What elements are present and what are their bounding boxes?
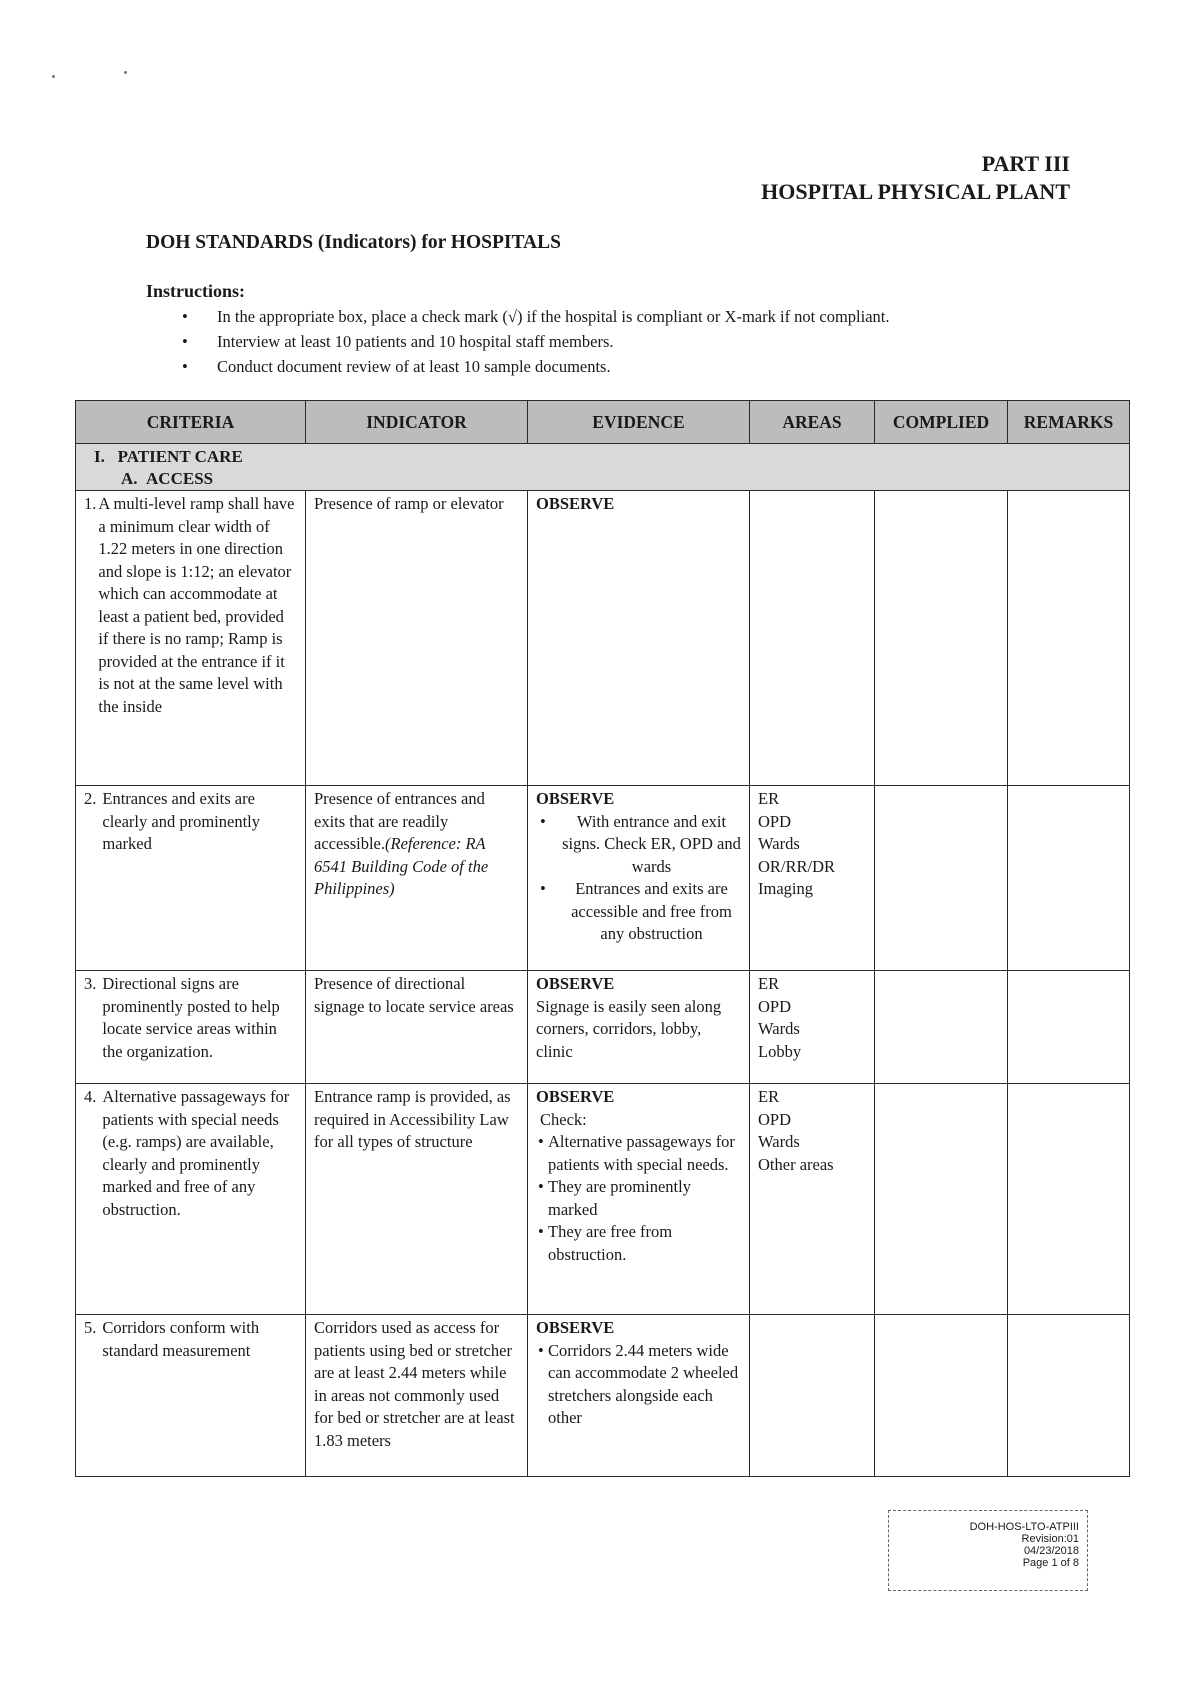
evidence-list <box>536 1340 741 1430</box>
criteria-number: 2. <box>84 789 97 808</box>
area-item: ER <box>758 789 780 808</box>
complied-cell[interactable] <box>875 1084 1008 1315</box>
indicator-cell <box>306 1084 528 1315</box>
subsection-heading <box>84 468 520 490</box>
complied-cell[interactable] <box>875 786 1008 971</box>
criteria-cell <box>76 971 306 1084</box>
instructions-list <box>182 306 890 381</box>
document-title: DOH STANDARDS (Indicators) for HOSPITALS <box>146 232 561 253</box>
evidence-text: Signage is easily seen along corners, corridors, lobby, clinic <box>536 996 722 1061</box>
criteria-cell <box>76 786 306 971</box>
indicator-text: Entrance ramp is provided, as required in Accessibility Law for all types of structure <box>314 1087 511 1151</box>
section-title: PATIENT CARE <box>117 447 243 466</box>
scan-speck <box>52 75 55 78</box>
area-item: Other areas <box>758 1154 834 1174</box>
indicator-cell <box>306 491 528 786</box>
criteria-cell <box>76 491 306 786</box>
evidence-cell <box>528 971 750 1084</box>
indicator-text: Presence of ramp or elevator <box>314 494 504 513</box>
document-code: DOH-HOS-LTO-ATPIII <box>969 1521 1079 1533</box>
criteria-text: A multi-level ramp shall have a minimum clear width of 1.22 meters in one direction and slope is 1:12; an elevator which can accommodate at least a patient bed, provided if there is no ramp; Ramp is provided at the entrance if it is not at the same level with the inside <box>98 494 295 716</box>
subsection-letter: A. <box>121 469 138 488</box>
evidence-item: • Entrances and exits are accessible and free from any obstruction <box>536 878 741 946</box>
indicator-cell <box>306 1315 528 1477</box>
indicator-cell <box>306 786 528 971</box>
evidence-item: • They are prominently marked <box>536 1176 741 1221</box>
area-item: ER <box>758 1087 780 1106</box>
table-row <box>76 1315 1130 1477</box>
evidence-list <box>536 811 741 946</box>
document-control-box <box>888 1510 1088 1591</box>
evidence-list <box>536 1131 741 1266</box>
remarks-cell[interactable] <box>1008 786 1130 971</box>
remarks-cell[interactable] <box>1008 971 1130 1084</box>
table-header-row <box>76 401 1130 444</box>
remarks-cell[interactable] <box>1008 1084 1130 1315</box>
evidence-item: • They are free from obstruction. <box>536 1221 741 1266</box>
page-number: Page 1 of 8 <box>1022 1557 1079 1569</box>
subsection-title: ACCESS <box>146 469 214 488</box>
criteria-text: Entrances and exits are clearly and prominently marked <box>102 789 260 853</box>
evidence-cell <box>528 491 750 786</box>
area-item: Lobby <box>758 1041 802 1061</box>
criteria-text: Directional signs are prominently posted to help locate service areas within the organization. <box>102 974 280 1061</box>
part-number: PART III <box>981 151 1070 176</box>
criteria-cell <box>76 1084 306 1315</box>
complied-cell[interactable] <box>875 971 1008 1084</box>
column-header-indicator: INDICATOR <box>306 401 528 444</box>
indicator-text: Corridors used as access for patients using bed or stretcher are at least 2.44 meters while in areas not commonly used for bed or stretcher are at least 1.83 meters <box>314 1318 515 1450</box>
area-item: ER <box>758 974 780 993</box>
section-row <box>76 444 1130 491</box>
evidence-item: • With entrance and exit signs. Check ER, OPD and wards <box>536 811 741 879</box>
evidence-heading: OBSERVE <box>536 789 615 808</box>
areas-cell <box>750 786 875 971</box>
criteria-number: 4. <box>84 1087 97 1106</box>
criteria-cell <box>76 1315 306 1477</box>
table-row <box>76 971 1130 1084</box>
area-item: Wards <box>758 1019 800 1038</box>
areas-cell <box>750 971 875 1084</box>
evidence-cell <box>528 1084 750 1315</box>
table-row <box>76 786 1130 971</box>
area-item: OPD <box>758 811 792 831</box>
areas-cell <box>750 1084 875 1315</box>
evidence-item: • Alternative passageways for patients with special needs. <box>536 1131 741 1176</box>
evidence-cell <box>528 1315 750 1477</box>
indicator-cell <box>306 971 528 1084</box>
section-heading <box>84 446 520 468</box>
column-header-areas: AREAS <box>750 401 875 444</box>
indicator-reference: (Reference: RA 6541 Building Code of the Philippines) <box>314 834 489 898</box>
evidence-heading: OBSERVE <box>536 1318 615 1337</box>
remarks-cell[interactable] <box>1008 1315 1130 1477</box>
remarks-cell[interactable] <box>1008 491 1130 786</box>
area-item: Imaging <box>758 879 813 898</box>
area-item: OPD <box>758 996 792 1016</box>
evidence-check-label: Check: <box>540 1109 587 1129</box>
document-revision: Revision:01 <box>1021 1533 1079 1545</box>
indicator-text: Presence of directional signage to locate service areas <box>314 974 514 1016</box>
standards-table <box>75 400 1130 1477</box>
instruction-item: • Conduct document review of at least 10 sample documents. <box>182 356 890 381</box>
part-title: HOSPITAL PHYSICAL PLANT <box>761 179 1070 204</box>
evidence-heading: OBSERVE <box>536 494 615 513</box>
section-roman: I. <box>94 447 105 466</box>
document-date: 04/23/2018 <box>1023 1545 1079 1557</box>
column-header-remarks: REMARKS <box>1008 401 1130 444</box>
column-header-complied: COMPLIED <box>875 401 1008 444</box>
indicator-text: Presence of entrances and exits that are readily accessible. <box>314 789 485 853</box>
evidence-heading: OBSERVE <box>536 1087 615 1106</box>
column-header-criteria: CRITERIA <box>76 401 306 444</box>
criteria-number: 5. <box>84 1318 97 1337</box>
table-row <box>76 1084 1130 1315</box>
areas-cell <box>750 1315 875 1477</box>
criteria-text: Corridors conform with standard measurement <box>102 1318 260 1360</box>
evidence-cell <box>528 786 750 971</box>
evidence-heading: OBSERVE <box>536 974 615 993</box>
instruction-item: • In the appropriate box, place a check mark (√) if the hospital is compliant or X-mark if not compliant. <box>182 306 890 331</box>
column-header-evidence: EVIDENCE <box>528 401 750 444</box>
area-item: Wards <box>758 834 800 853</box>
areas-cell <box>750 491 875 786</box>
criteria-number: 1. <box>84 494 97 513</box>
criteria-number: 3. <box>84 974 97 993</box>
area-item: Wards <box>758 1132 800 1151</box>
criteria-text: Alternative passageways for patients with special needs (e.g. ramps) are available, clearly and prominently marked and free of any obstruction. <box>102 1087 290 1219</box>
complied-cell[interactable] <box>875 1315 1008 1477</box>
evidence-item: • Corridors 2.44 meters wide can accommodate 2 wheeled stretchers alongside each other <box>536 1340 741 1430</box>
table-row <box>76 491 1130 786</box>
instructions-title: Instructions: <box>146 281 246 301</box>
scan-speck <box>124 71 127 74</box>
complied-cell[interactable] <box>875 491 1008 786</box>
area-item: OPD <box>758 1109 792 1129</box>
area-item: OR/RR/DR <box>758 856 836 876</box>
part-heading <box>761 150 1070 206</box>
instruction-item: • Interview at least 10 patients and 10 hospital staff members. <box>182 331 890 356</box>
